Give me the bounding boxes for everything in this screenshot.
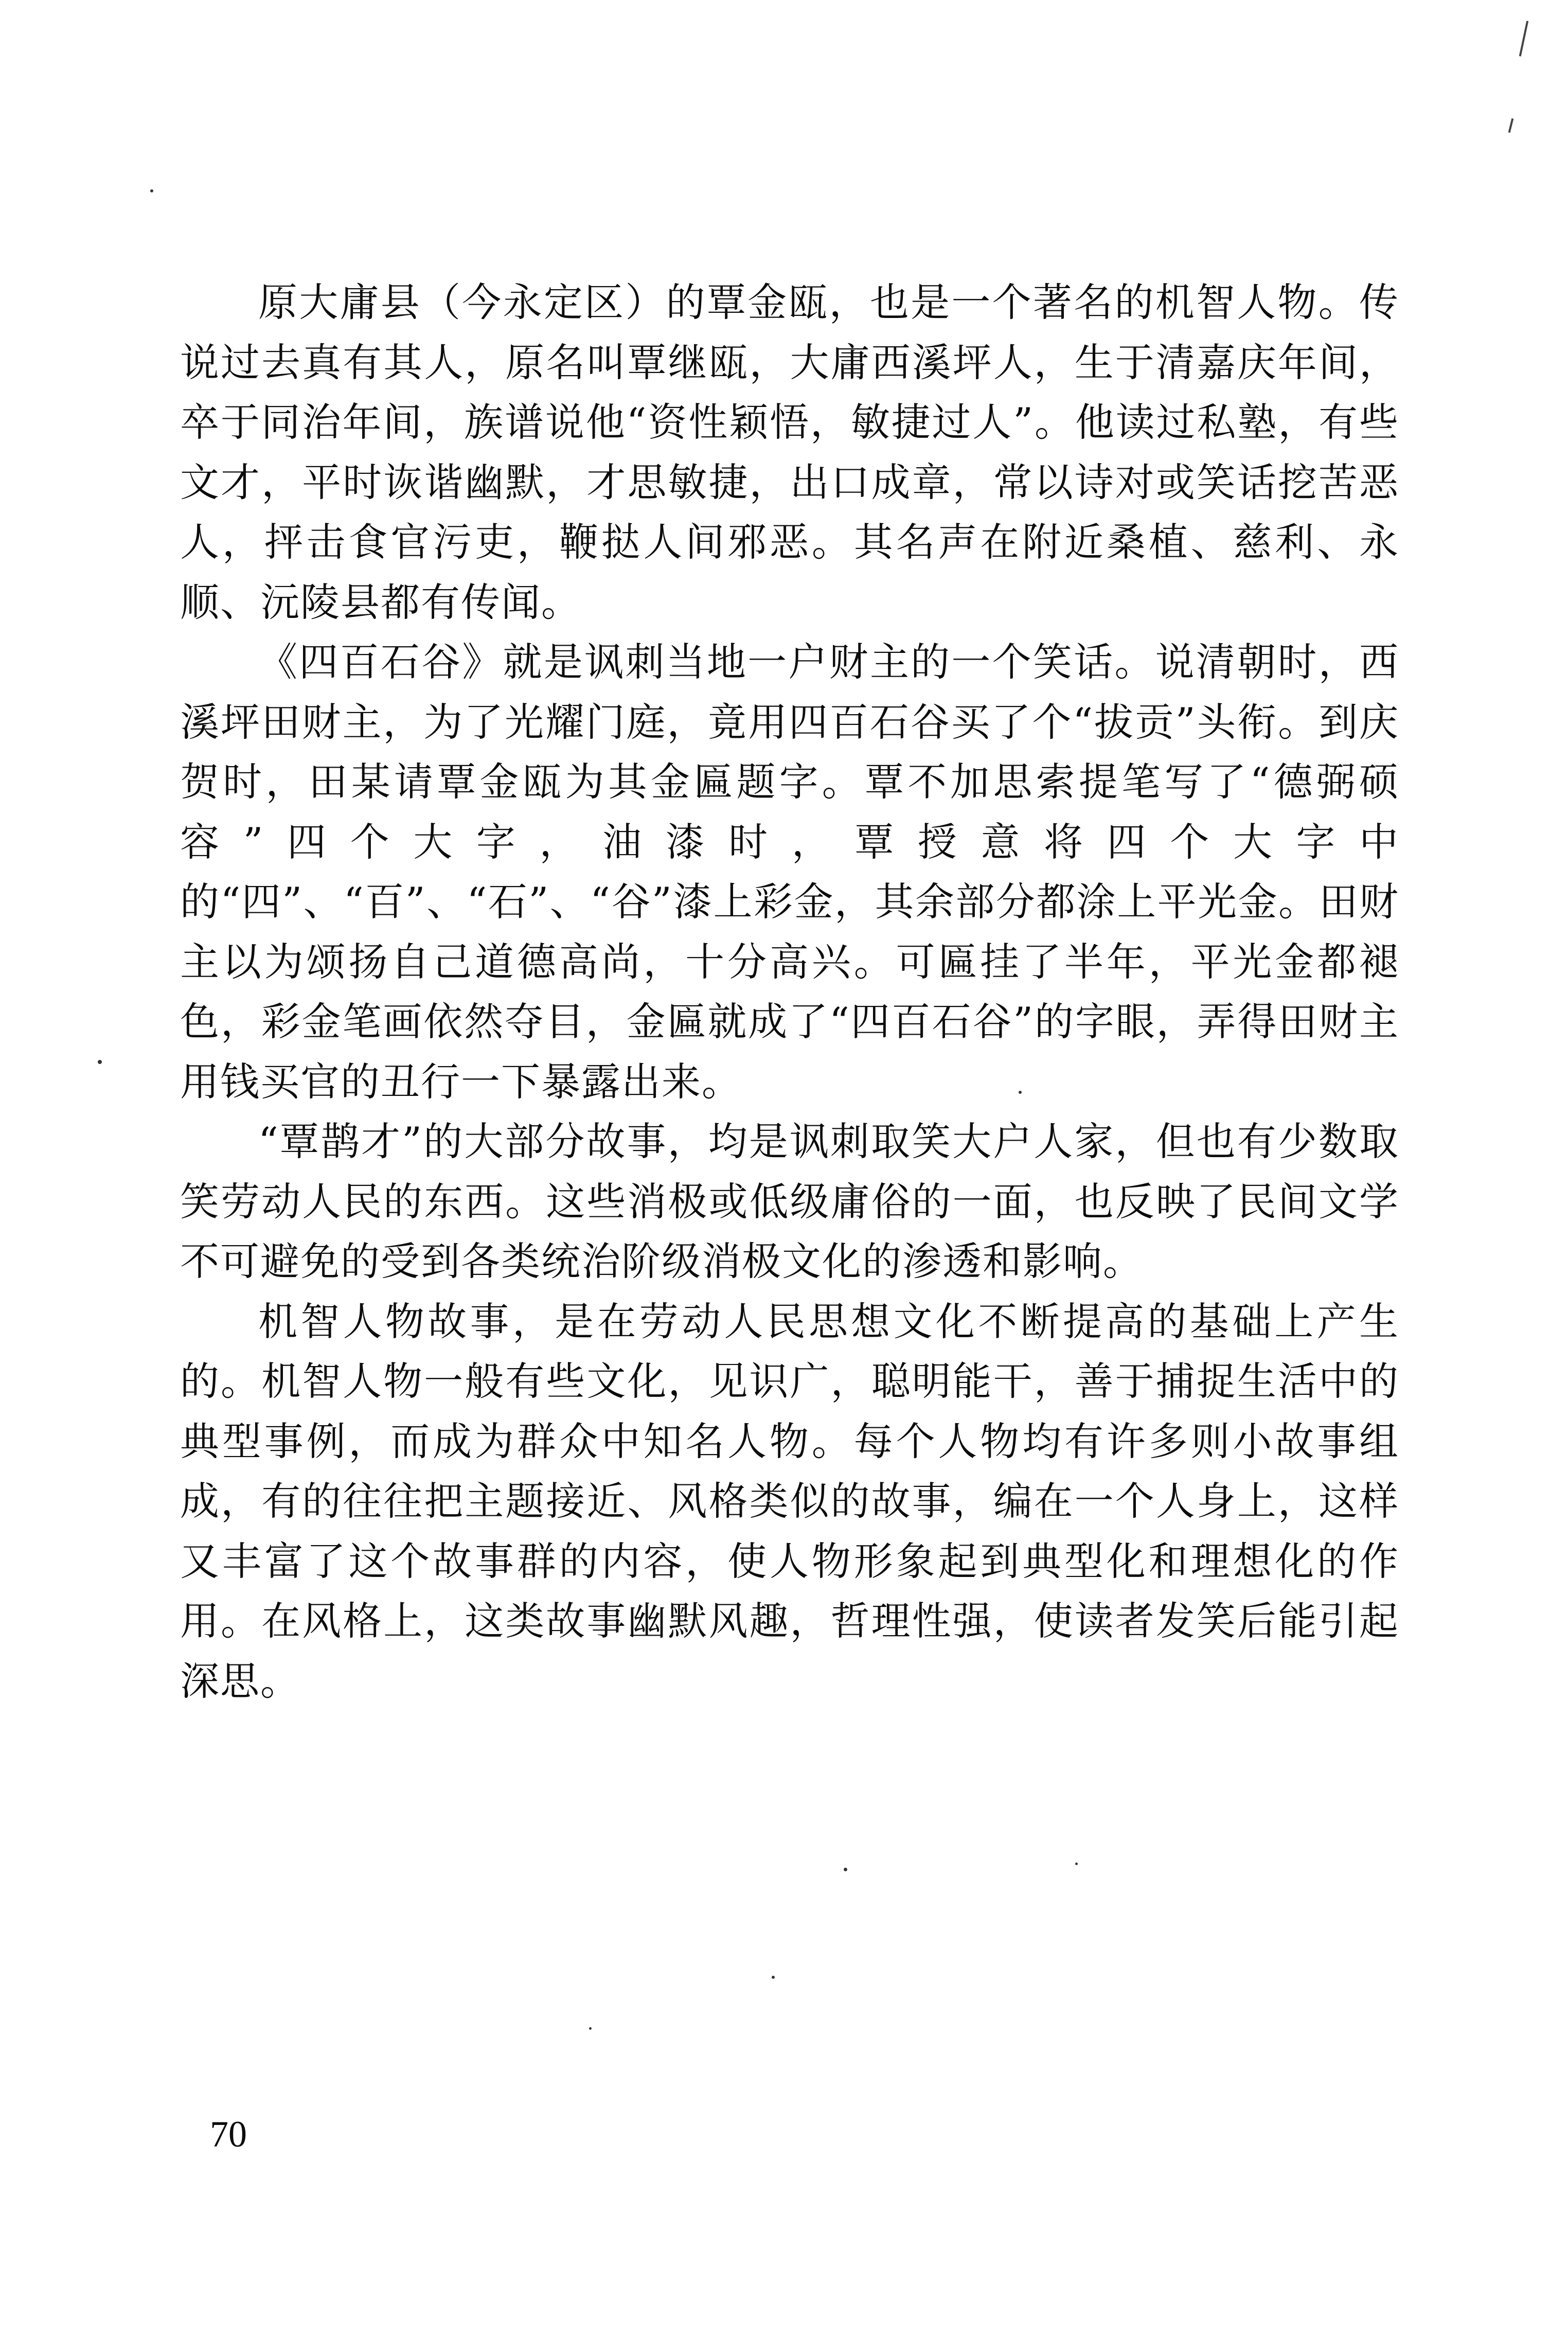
paragraph-3: “覃鹊才”的大部分故事，均是讽刺取笑大户人家，但也有少数取笑劳动人民的东西。这些消极或低级庸俗的一面，也反映了民间文学不可避免的受到各类统治阶级消极文化的渗透和影响。 <box>180 1119 1399 1284</box>
scan-speck <box>589 2027 592 2030</box>
body-text <box>180 273 1399 1711</box>
scan-speck <box>1019 1091 1022 1094</box>
scan-speck <box>1075 1863 1078 1865</box>
paragraph-2: 《四百石谷》就是讽刺当地一户财主的一个笑话。说清朝时，西溪坪田财主，为了光耀门庭，竟用四百石谷买了个“拔贡”头衔。到庆贺时，田某请覃金瓯为其金匾题字。覃不加思索提笔写了“德弼硕容”四个大字，油漆时，覃授意将四个大字中的“四”、“百”、“石”、“谷”漆上彩金，其余部分都涂上平光金。田财主以为颂扬自己道德高尚，十分高兴。可匾挂了半年，平光金都褪色，彩金笔画依然夺目，金匾就成了“四百石谷”的字眼，弄得田财主用钱买官的丑行一下暴露出来。 <box>180 639 1399 1105</box>
scan-speck <box>772 1976 775 1979</box>
paragraph-4: 机智人物故事，是在劳动人民思想文化不断提高的基础上产生的。机智人物一般有些文化，见识广，聪明能干，善于捕捉生活中的典型事例，而成为群众中知名人物。每个人物均有许多则小故事组成，有的往往把主题接近、风格类似的故事，编在一个人身上，这样又丰富了这个故事群的内容，使人物形象起到典型化和理想化的作用。在风格上，这类故事幽默风趣，哲理性强，使读者发笑后能引起深思。 <box>180 1298 1399 1704</box>
scan-mark <box>1519 21 1528 56</box>
scan-mark <box>1508 118 1514 133</box>
scan-speck <box>844 1868 847 1871</box>
paragraph-1: 原大庸县（今永定区）的覃金瓯，也是一个著名的机智人物。传说过去真有其人，原名叫覃继瓯，大庸西溪坪人，生于清嘉庆年间，卒于同治年间，族谱说他“资性颖悟，敏捷过人”。他读过私塾，有些文才，平时诙谐幽默，才思敏捷，出口成章，常以诗对或笑话挖苦恶人，抨击食官污吏，鞭挞人间邪恶。其名声在附近桑植、慈利、永顺、沅陵县都有传闻。 <box>180 279 1399 625</box>
page-number: 70 <box>210 2114 247 2155</box>
scan-speck <box>98 1060 102 1064</box>
scan-speck <box>150 189 153 192</box>
